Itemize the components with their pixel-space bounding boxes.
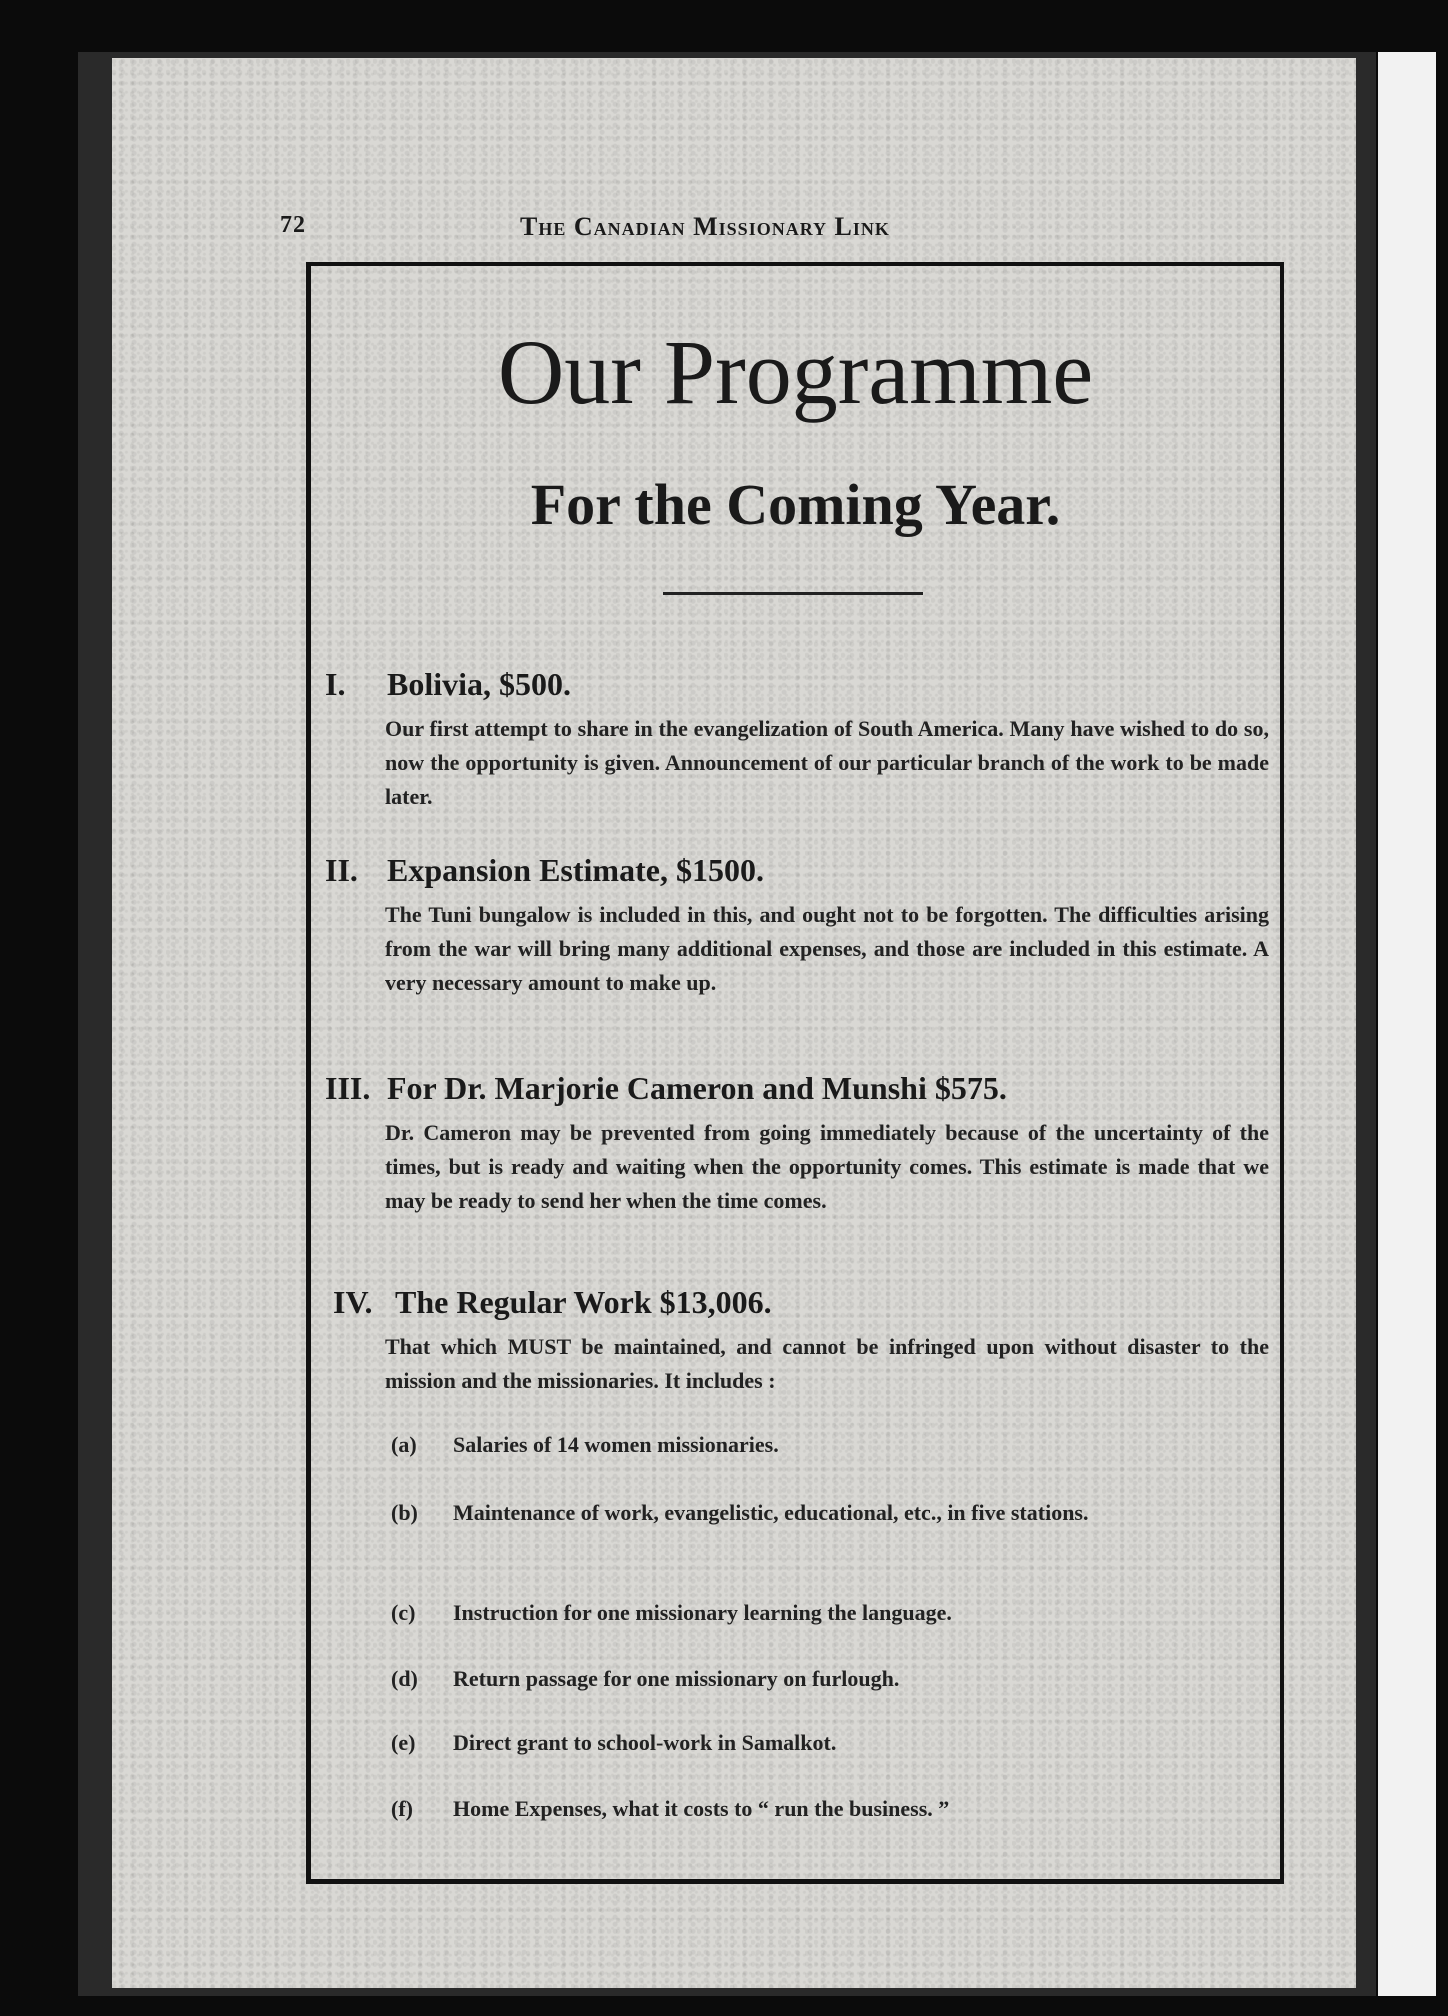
item-text: Instruction for one missionary learning the language. [453,1600,952,1625]
item-text: Salaries of 14 women missionaries. [453,1432,779,1457]
item-letter: (e) [391,1730,416,1755]
programme-title: Our Programme [497,321,1094,423]
page-number: 72 [280,212,306,238]
section-heading [325,1072,1007,1104]
section-numeral: III. [325,1070,371,1106]
section-title: Bolivia, $500. [387,666,572,702]
item-text: Direct grant to school-work in Samalkot. [453,1730,837,1755]
item-letter: (b) [391,1500,418,1525]
section-numeral: IV. [333,1284,373,1320]
section-heading [325,854,764,886]
item-letter: (c) [391,1600,416,1625]
film-edge [1378,52,1436,1996]
journal-title: The Canadian Missionary Link [520,212,890,241]
item-text: Return passage for one missionary on furlough. [453,1666,900,1691]
divider-rule [663,592,923,595]
item-text: Maintenance of work, evangelistic, educational, etc., in five stations. [453,1500,1089,1525]
section-heading [333,1286,772,1318]
programme-subtitle: For the Coming Year. [530,472,1061,537]
item-letter: (d) [391,1666,418,1691]
section-body: That which MUST be maintained, and cannot be infringed upon without disaster to the mission and the missionaries. It includes : [385,1334,1269,1393]
section-title: For Dr. Marjorie Cameron and Munshi $575. [387,1070,1007,1106]
section-title: The Regular Work $13,006. [395,1284,772,1320]
section-numeral: II. [325,852,358,888]
section-body: Our first attempt to share in the evangelization of South America. Many have wished to do so, now the opportunity is given. Announcement of our particular branch of the work to be made later. [385,716,1269,809]
item-letter: (a) [391,1432,417,1457]
section-body: Dr. Cameron may be prevented from going immediately because of the uncertainty of the times, but is ready and waiting when the opportunity comes. This estimate is made that we may be ready to send her when the time comes. [385,1120,1269,1213]
item-text: Home Expenses, what it costs to “ run the business. ” [453,1796,950,1821]
section-heading [325,668,571,700]
running-head [280,212,1300,252]
item-letter: (f) [391,1796,413,1821]
section-body: The Tuni bungalow is included in this, and ought not to be forgotten. The difficulties arising from the war will bring many additional expenses, and those are included in this estimate. A very necessary amount to make up. [385,902,1269,995]
programme-box [306,262,1284,1884]
section-title: Expansion Estimate, $1500. [387,852,764,888]
section-numeral: I. [325,666,346,702]
